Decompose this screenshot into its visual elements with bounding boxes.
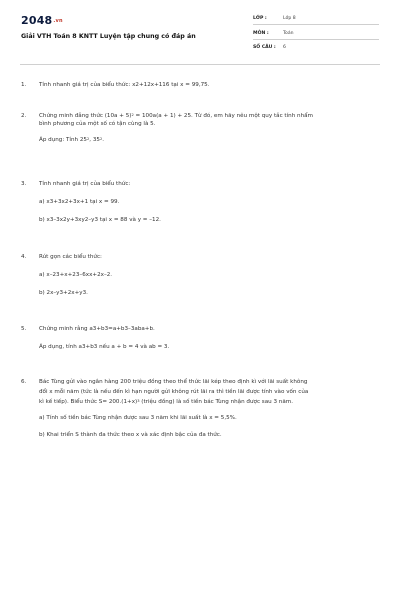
sub-question-b: b) x3–3x2y+3xy2–y3 tại x = 88 và y = –12. (39, 216, 161, 223)
question-text-cont: bình phương của một số có tận cùng là 5. (39, 120, 156, 127)
apply-text: Áp dụng: Tính $25^2$, $35^2$. (39, 136, 105, 143)
question-text: Bác Tùng gửi vào ngân hàng 200 triệu đồng theo thể thức lãi kép theo định kì với lãi suất không (39, 379, 308, 385)
meta-value: Lớp 8 (283, 16, 296, 21)
sub-question-b: b) 2x–y3+2x+y3. (39, 289, 88, 296)
question-text: Rút gọn các biểu thức: (39, 254, 102, 260)
meta-value: 6 (283, 45, 286, 50)
meta-key: MÔN : (253, 31, 269, 36)
document-title: Giải VTH Toán 8 KNTT Luyện tập chung có đáp án (21, 33, 196, 40)
site-logo[interactable] (21, 14, 63, 27)
meta-key: LỚP : (253, 16, 267, 21)
sub-question-a: a) Tính số tiền bác Tùng nhận được sau 3 năm khi lãi suất là x = 5,5%. (39, 415, 237, 422)
meta-key: SỐ CÂU : (253, 45, 276, 50)
sub-question-a: a) x–23+x+23–6xx+2x–2. (39, 271, 113, 278)
header-divider (20, 64, 380, 65)
logo-text: 2048 (21, 14, 53, 27)
question-text: Tính nhanh giá trị của biểu thức: (39, 181, 131, 187)
sub-question-b: b) Khai triển S thành đa thức theo x và xác định bậc của đa thức. (39, 432, 222, 439)
question-number: 2. (21, 113, 27, 119)
meta-value: Toán (283, 31, 294, 36)
question-text: Chứng minh đẳng thức $(10a + 5)^2 = 100a(a + 1) + 25$. Từ đó, em hãy nêu một quy tắc tính nhẩm (39, 113, 314, 119)
question-text-cont: kì kế tiếp). Biểu thức $S= 200.(1+x)^3$ (triệu đồng) là số tiền bác Tùng nhận được sau 3 năm. (39, 398, 294, 405)
question-number: 6. (21, 379, 27, 385)
question-text: Tính nhanh giá trị của biểu thức: x2+12x+116 tại x = 99,75. (39, 82, 210, 88)
question-number: 4. (21, 254, 27, 260)
question-number: 5. (21, 326, 27, 332)
sub-question-a: a) x3+3x2+3x+1 tại x = 99. (39, 198, 120, 205)
question-text-cont: đổi x mỗi năm (tức là nếu đến kì hạn người gửi không rút lãi ra thì tiền lãi được tính vào vốn của (39, 388, 309, 395)
apply-text: Áp dụng, tính a3+b3 nếu a + b = 4 và ab = 3. (39, 343, 170, 350)
document-header (0, 0, 400, 62)
question-text: Chứng minh rằng a3+b3=a+b3–3aba+b. (39, 326, 155, 332)
question-number: 1. (21, 82, 27, 88)
logo-suffix: .vn (53, 18, 63, 24)
question-number: 3. (21, 181, 27, 187)
